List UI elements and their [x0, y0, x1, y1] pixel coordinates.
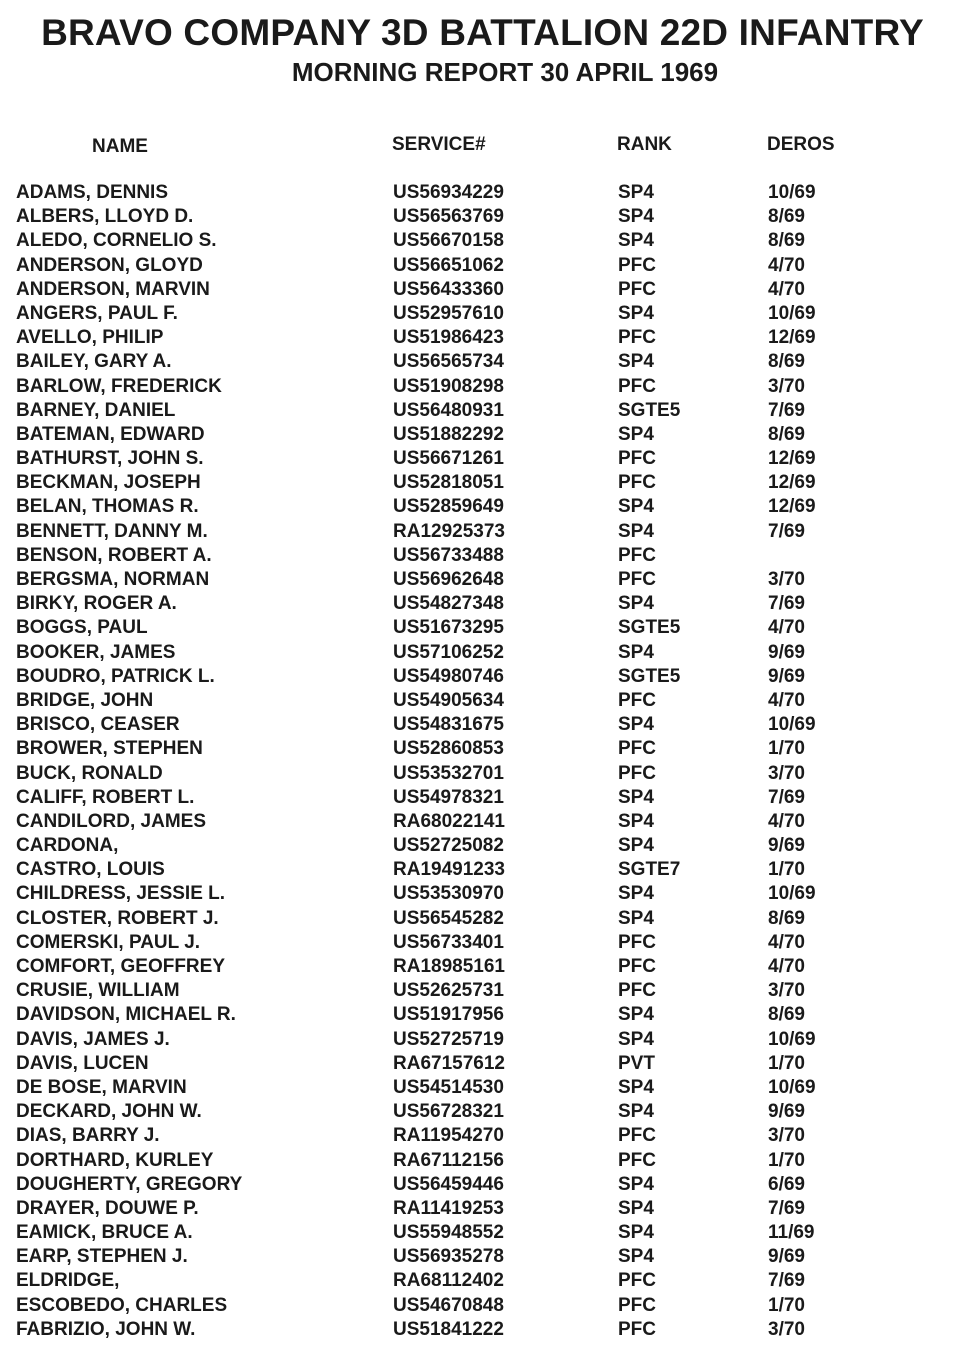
cell-service-number: US56728321 [393, 1101, 504, 1123]
cell-name: BATEMAN, EDWARD [16, 423, 205, 445]
table-row [0, 931, 965, 955]
cell-rank: SP4 [618, 230, 654, 252]
cell-rank: PFC [618, 327, 656, 349]
cell-service-number: RA18985161 [393, 956, 505, 977]
cell-rank: SP4 [618, 714, 654, 736]
cell-rank: SGTE5 [618, 665, 681, 687]
cell-rank: SP4 [618, 641, 654, 663]
table-row [0, 229, 965, 253]
table-row [0, 1197, 965, 1221]
cell-deros: 3/70 [768, 375, 805, 397]
table-row [0, 544, 965, 568]
cell-name: ANGERS, PAUL F. [16, 302, 178, 324]
cell-service-number: RA12925373 [393, 520, 505, 542]
cell-service-number: US53532701 [393, 762, 504, 784]
cell-rank: PFC [618, 1294, 656, 1316]
cell-deros: 9/69 [768, 1101, 805, 1123]
cell-name: BOOKER, JAMES [16, 641, 176, 663]
cell-name: BAILEY, GARY A. [16, 351, 172, 373]
table-row [0, 641, 965, 665]
cell-name: DRAYER, DOUWE P. [16, 1197, 199, 1219]
table-row [0, 1076, 965, 1100]
cell-deros: 9/69 [768, 835, 805, 857]
cell-deros: 7/69 [768, 786, 805, 808]
table-row [0, 955, 965, 979]
table-row [0, 1003, 965, 1027]
cell-service-number: US56651062 [393, 254, 504, 276]
cell-service-number: US54827348 [393, 593, 504, 615]
cell-service-number: US52859649 [393, 496, 504, 518]
cell-service-number: US51908298 [393, 375, 504, 397]
cell-name: ANDERSON, GLOYD [16, 254, 203, 276]
column-header-deros: DEROS [767, 134, 835, 155]
cell-deros: 8/69 [768, 351, 805, 373]
table-row [0, 979, 965, 1003]
table-row [0, 1173, 965, 1197]
cell-service-number: US56563769 [393, 206, 504, 228]
cell-service-number: US56670158 [393, 230, 504, 252]
cell-name: BIRKY, ROGER A. [16, 593, 177, 615]
cell-deros: 1/70 [768, 738, 805, 760]
cell-deros: 4/70 [768, 689, 805, 711]
cell-rank: SP4 [618, 786, 654, 808]
table-row [0, 834, 965, 858]
table-row [0, 858, 965, 882]
table-row [0, 616, 965, 640]
cell-service-number: US52625731 [393, 980, 504, 1002]
table-row [0, 786, 965, 810]
cell-rank: SP4 [618, 1222, 654, 1244]
cell-deros: 7/69 [768, 399, 805, 421]
cell-name: ESCOBEDO, CHARLES [16, 1294, 228, 1316]
cell-name: EARP, STEPHEN J. [16, 1246, 188, 1268]
cell-name: DE BOSE, MARVIN [16, 1076, 187, 1098]
table-row [0, 302, 965, 326]
cell-name: BRIDGE, JOHN [16, 689, 154, 711]
table-row [0, 1028, 965, 1052]
cell-rank: SP4 [618, 1004, 654, 1026]
cell-name: DAVIDSON, MICHAEL R. [16, 1004, 236, 1026]
cell-rank: PVT [618, 1052, 655, 1074]
cell-rank: PFC [618, 1270, 656, 1292]
cell-rank: SP4 [618, 835, 654, 857]
table-row [0, 471, 965, 495]
cell-rank: SP4 [618, 1197, 654, 1219]
cell-name: BATHURST, JOHN S. [16, 448, 204, 470]
cell-rank: PFC [618, 254, 656, 276]
table-row [0, 810, 965, 834]
cell-service-number: US52725082 [393, 835, 504, 857]
cell-rank: PFC [618, 1125, 656, 1147]
cell-service-number: US56565734 [393, 351, 504, 373]
cell-deros: 3/70 [768, 569, 805, 590]
cell-deros: 10/69 [768, 302, 816, 324]
cell-service-number: US56733488 [393, 544, 504, 566]
table-row [0, 1294, 965, 1318]
table-row [0, 278, 965, 302]
table-row [0, 350, 965, 374]
cell-name: BRISCO, CEASER [16, 714, 180, 736]
table-row [0, 423, 965, 447]
document-subtitle: MORNING REPORT 30 APRIL 1969 [291, 57, 719, 87]
cell-rank: PFC [618, 1149, 656, 1171]
cell-deros: 8/69 [768, 423, 805, 445]
cell-service-number: US51882292 [393, 423, 504, 445]
cell-service-number: US51841222 [393, 1318, 504, 1340]
cell-name: COMFORT, GEOFFREY [16, 956, 225, 977]
cell-name: BERGSMA, NORMAN [16, 569, 210, 590]
cell-service-number: US57106252 [393, 641, 504, 663]
cell-service-number: US52818051 [393, 472, 504, 494]
cell-name: CALIFF, ROBERT L. [16, 786, 195, 808]
cell-name: BUCK, RONALD [16, 762, 163, 784]
cell-name: ADAMS, DENNIS [16, 182, 169, 203]
cell-rank: SP4 [618, 520, 654, 542]
cell-service-number: US54831675 [393, 714, 504, 736]
cell-deros: 12/69 [768, 472, 816, 494]
cell-rank: PFC [618, 931, 656, 953]
table-row [0, 713, 965, 737]
cell-deros: 4/70 [768, 931, 805, 953]
cell-deros: 7/69 [768, 1197, 805, 1219]
cell-service-number: US56962648 [393, 569, 504, 590]
cell-name: BROWER, STEPHEN [16, 738, 203, 760]
cell-deros: 4/70 [768, 956, 805, 977]
cell-deros: 9/69 [768, 1246, 805, 1268]
cell-service-number: RA19491233 [393, 859, 505, 881]
cell-name: CARDONA, [16, 835, 119, 857]
cell-deros: 10/69 [768, 182, 816, 203]
cell-name: DAVIS, JAMES J. [16, 1028, 170, 1050]
cell-service-number: US53530970 [393, 883, 504, 905]
table-row [0, 205, 965, 229]
cell-name: ELDRIDGE, [16, 1270, 120, 1292]
cell-name: AVELLO, PHILIP [16, 327, 164, 349]
cell-rank: PFC [618, 1318, 656, 1340]
table-row [0, 1100, 965, 1124]
cell-deros: 12/69 [768, 496, 816, 518]
cell-deros: 4/70 [768, 810, 805, 832]
cell-rank: SGTE7 [618, 859, 681, 881]
cell-name: BOUDRO, PATRICK L. [16, 665, 215, 687]
table-row [0, 447, 965, 471]
cell-service-number: RA11419253 [393, 1197, 504, 1219]
cell-service-number: RA11954270 [393, 1125, 504, 1147]
cell-name: ALBERS, LLOYD D. [16, 206, 194, 228]
cell-service-number: US56935278 [393, 1246, 504, 1268]
cell-deros: 9/69 [768, 665, 805, 687]
cell-service-number: US52957610 [393, 302, 504, 324]
column-header-name: NAME [92, 136, 148, 157]
cell-name: CHILDRESS, JESSIE L. [16, 883, 226, 905]
cell-deros: 6/69 [768, 1173, 805, 1195]
cell-deros: 12/69 [768, 327, 816, 349]
cell-name: DIAS, BARRY J. [16, 1125, 160, 1147]
cell-name: CASTRO, LOUIS [16, 859, 165, 881]
table-row [0, 592, 965, 616]
cell-deros: 10/69 [768, 1028, 816, 1050]
cell-service-number: US54670848 [393, 1294, 504, 1316]
table-row [0, 495, 965, 519]
cell-name: BOGGS, PAUL [16, 617, 148, 639]
cell-deros: 1/70 [768, 1149, 805, 1171]
cell-rank: SP4 [618, 883, 654, 905]
cell-rank: SP4 [618, 1246, 654, 1268]
cell-deros: 7/69 [768, 593, 805, 615]
cell-service-number: US55948552 [393, 1222, 504, 1244]
cell-deros: 11/69 [768, 1222, 815, 1244]
cell-rank: SP4 [618, 423, 654, 445]
cell-deros: 7/69 [768, 1270, 805, 1292]
cell-rank: SGTE5 [618, 617, 681, 639]
cell-name: BELAN, THOMAS R. [16, 496, 199, 518]
cell-service-number: RA67157612 [393, 1052, 505, 1074]
cell-rank: SP4 [618, 810, 654, 832]
table-row [0, 1124, 965, 1148]
cell-rank: SP4 [618, 1101, 654, 1123]
cell-rank: PFC [618, 472, 656, 494]
cell-name: CLOSTER, ROBERT J. [16, 907, 219, 929]
cell-deros: 3/70 [768, 762, 805, 784]
cell-deros: 10/69 [768, 883, 816, 905]
cell-rank: SP4 [618, 206, 654, 228]
cell-service-number: US56459446 [393, 1173, 504, 1195]
table-row [0, 907, 965, 931]
column-header-service: SERVICE# [392, 134, 486, 155]
cell-service-number: US54978321 [393, 786, 504, 808]
column-header-rank: RANK [617, 134, 672, 155]
table-row [0, 1245, 965, 1269]
cell-rank: SP4 [618, 1173, 654, 1195]
cell-rank: SP4 [618, 907, 654, 929]
cell-name: BENSON, ROBERT A. [16, 544, 212, 566]
table-row [0, 520, 965, 544]
document-title: BRAVO COMPANY 3D BATTALION 22D INFANTRY [41, 12, 924, 53]
cell-service-number: US56480931 [393, 399, 504, 421]
table-row [0, 737, 965, 761]
cell-deros: 7/69 [768, 520, 805, 542]
cell-deros: 3/70 [768, 1125, 805, 1147]
cell-deros: 4/70 [768, 254, 805, 276]
cell-service-number: RA67112156 [393, 1149, 504, 1171]
table-row [0, 399, 965, 423]
cell-service-number: US56433360 [393, 278, 504, 300]
cell-rank: SP4 [618, 593, 654, 615]
cell-name: DAVIS, LUCEN [16, 1052, 149, 1074]
cell-service-number: US51986423 [393, 327, 504, 349]
table-row [0, 1221, 965, 1245]
cell-deros: 1/70 [768, 1052, 805, 1074]
cell-name: DOUGHERTY, GREGORY [16, 1173, 243, 1195]
cell-name: BECKMAN, JOSEPH [16, 472, 201, 494]
table-row [0, 568, 965, 592]
table-row [0, 882, 965, 906]
cell-rank: PFC [618, 375, 656, 397]
cell-service-number: US56671261 [393, 448, 504, 470]
cell-deros: 8/69 [768, 907, 805, 929]
cell-name: EAMICK, BRUCE A. [16, 1222, 193, 1244]
cell-service-number: US56934229 [393, 182, 504, 203]
table-row [0, 689, 965, 713]
cell-rank: SP4 [618, 496, 654, 518]
cell-rank: PFC [618, 448, 656, 470]
cell-name: BARNEY, DANIEL [16, 399, 176, 421]
cell-rank: PFC [618, 689, 656, 711]
cell-rank: SP4 [618, 351, 654, 373]
cell-rank: PFC [618, 956, 656, 977]
cell-rank: PFC [618, 980, 656, 1002]
cell-deros: 8/69 [768, 1004, 805, 1026]
cell-rank: SGTE5 [618, 399, 681, 421]
cell-deros: 9/69 [768, 641, 805, 663]
cell-deros: 8/69 [768, 206, 805, 228]
cell-service-number: US51673295 [393, 617, 504, 639]
cell-name: ANDERSON, MARVIN [16, 278, 210, 300]
cell-rank: SP4 [618, 1028, 654, 1050]
cell-deros: 3/70 [768, 1318, 805, 1340]
cell-name: FABRIZIO, JOHN W. [16, 1318, 196, 1340]
table-row [0, 1149, 965, 1173]
cell-deros: 3/70 [768, 980, 805, 1002]
cell-rank: SP4 [618, 1076, 654, 1098]
table-row [0, 181, 965, 205]
cell-deros: 12/69 [768, 448, 816, 470]
table-row [0, 254, 965, 278]
cell-deros: 1/70 [768, 859, 805, 881]
cell-rank: PFC [618, 738, 656, 760]
roster-table [0, 181, 965, 1342]
cell-name: BARLOW, FREDERICK [16, 375, 222, 397]
cell-deros: 10/69 [768, 714, 816, 736]
cell-name: ALEDO, CORNELIO S. [16, 230, 217, 252]
cell-rank: SP4 [618, 302, 654, 324]
cell-service-number: US54980746 [393, 665, 504, 687]
cell-deros: 8/69 [768, 230, 805, 252]
cell-service-number: RA68112402 [393, 1270, 504, 1292]
cell-rank: SP4 [618, 182, 654, 203]
cell-rank: PFC [618, 762, 656, 784]
cell-name: CANDILORD, JAMES [16, 810, 207, 832]
cell-service-number: US54514530 [393, 1076, 504, 1098]
cell-name: DECKARD, JOHN W. [16, 1101, 202, 1123]
cell-deros: 4/70 [768, 617, 805, 639]
cell-deros: 10/69 [768, 1076, 816, 1098]
table-row [0, 1318, 965, 1342]
table-row [0, 1269, 965, 1293]
cell-name: DORTHARD, KURLEY [16, 1149, 214, 1171]
cell-deros: 4/70 [768, 278, 805, 300]
cell-service-number: US56733401 [393, 931, 504, 953]
cell-service-number: US52725719 [393, 1028, 504, 1050]
table-row [0, 1052, 965, 1076]
table-row [0, 375, 965, 399]
cell-name: CRUSIE, WILLIAM [16, 980, 180, 1002]
cell-service-number: US51917956 [393, 1004, 504, 1026]
cell-rank: PFC [618, 569, 656, 590]
cell-service-number: US52860853 [393, 738, 504, 760]
cell-rank: PFC [618, 544, 656, 566]
cell-deros: 1/70 [768, 1294, 805, 1316]
table-row [0, 762, 965, 786]
cell-service-number: US54905634 [393, 689, 504, 711]
cell-name: BENNETT, DANNY M. [16, 520, 208, 542]
cell-service-number: US56545282 [393, 907, 504, 929]
cell-name: COMERSKI, PAUL J. [16, 931, 201, 953]
cell-service-number: RA68022141 [393, 810, 505, 832]
table-row [0, 326, 965, 350]
table-row [0, 665, 965, 689]
cell-rank: PFC [618, 278, 656, 300]
